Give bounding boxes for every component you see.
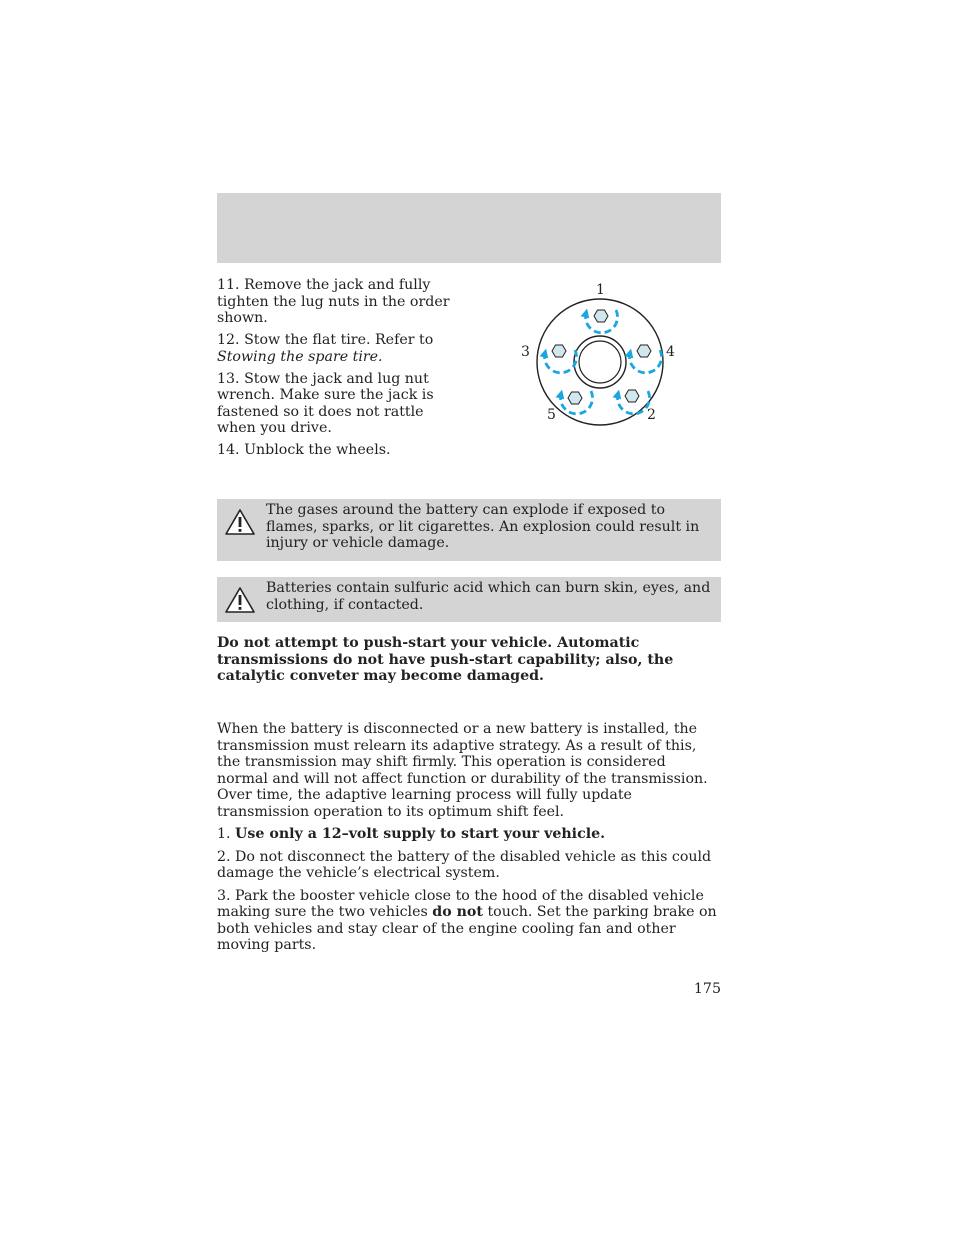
- step-13: 13. Stow the jack and lug nut wrench. Make sure the jack is fastened so it does not rattle when you drive.: [217, 370, 434, 436]
- page-number: 175: [693, 981, 721, 997]
- adaptive-strategy-paragraph: When the battery is disconnected or a new battery is installed, the transmission must relearn its adaptive strategy. As a result of this, the transmission may shift firmly. This operation is considered normal and will not affect function or durability of the transmission. Over time, the adaptive learning process will fully update transmission operation to its optimum shift feel.: [217, 721, 708, 820]
- lug-label-4: 4: [666, 344, 675, 360]
- lug-nut-5: [568, 392, 582, 404]
- push-start-note: Do not attempt to push-start your vehicle. Automatic transmissions do not have push-start capability; also, the catalytic conveter may become damaged.: [217, 635, 674, 684]
- lug-label-1: 1: [596, 282, 605, 298]
- sulfuric-acid-warning: [217, 577, 721, 622]
- lug-label-5: 5: [547, 407, 556, 423]
- header-band: [217, 193, 721, 263]
- battery-explosion-warning: [217, 499, 721, 561]
- jump-step-2: 2. Do not disconnect the battery of the disabled vehicle as this could damage the vehicle’s electrical system.: [217, 848, 712, 881]
- wheel-hub-inner: [579, 341, 621, 383]
- lug-nut-2: [625, 390, 639, 402]
- step-11: 11. Remove the jack and fully tighten the lug nuts in the order shown.: [217, 277, 450, 326]
- step-14: 14. Unblock the wheels.: [217, 442, 391, 458]
- step-12: 12. Stow the flat tire. Refer to Stowing the spare tire.: [217, 332, 434, 365]
- wheel-hub-outer: [574, 336, 626, 388]
- jump-step-1: 1. Use only a 12–volt supply to start your vehicle.: [217, 826, 606, 842]
- warning-triangle-icon: [224, 508, 256, 536]
- lug-nut-3: [552, 345, 566, 357]
- warning-text: The gases around the battery can explode if exposed to flames, sparks, or lit cigarettes. An explosion could result in injury or vehicle damage.: [266, 502, 700, 551]
- spare-tire-reference: Stowing the spare tire.: [217, 348, 383, 365]
- lug-label-3: 3: [521, 344, 530, 360]
- jump-start-section: [217, 721, 717, 960]
- lug-nut-1: [594, 310, 608, 322]
- lug-nut-4: [637, 345, 651, 357]
- lug-label-2: 2: [647, 407, 656, 423]
- warning-triangle-icon: [224, 586, 256, 614]
- jump-step-3: 3. Park the booster vehicle close to the hood of the disabled vehicle making sure the two vehicles do not touch. Set the parking brake on both vehicles and stay clear of the engine cooling fan and other moving parts.: [217, 887, 717, 953]
- tire-change-steps: [217, 277, 462, 464]
- warning-text: Batteries contain sulfuric acid which can burn skin, eyes, and clothing, if contacted.: [266, 580, 711, 613]
- lug-nut-tightening-diagram: [515, 280, 685, 430]
